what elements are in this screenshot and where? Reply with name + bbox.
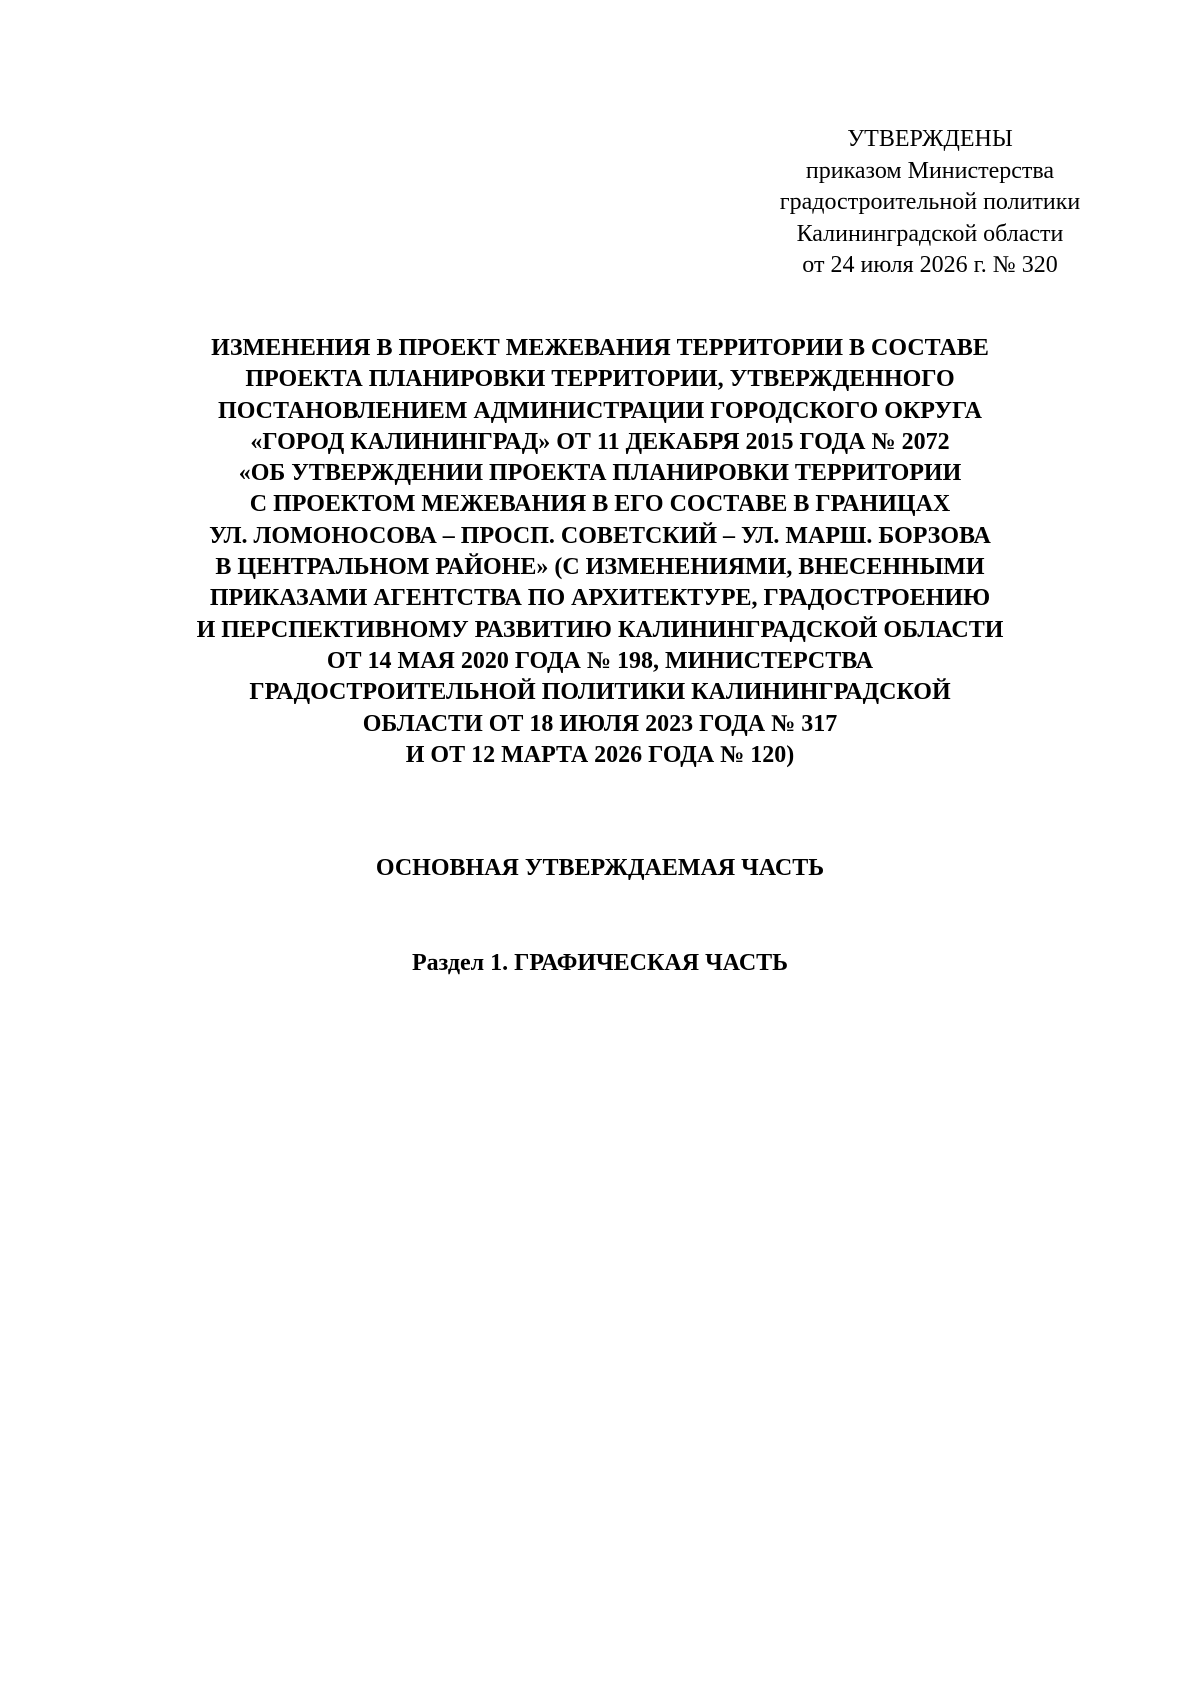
- title-line: «ГОРОД КАЛИНИНГРАД» ОТ 11 ДЕКАБРЯ 2015 ГОДА № 2072: [250, 428, 950, 455]
- title-line: ПРОЕКТА ПЛАНИРОВКИ ТЕРРИТОРИИ, УТВЕРЖДЕННОГО: [245, 366, 955, 393]
- title-line: ОБЛАСТИ ОТ 18 ИЮЛЯ 2023 ГОДА № 317: [362, 710, 838, 737]
- main-part-heading: ОСНОВНАЯ УТВЕРЖДАЕМАЯ ЧАСТЬ: [375, 855, 825, 881]
- title-line: И ПЕРСПЕКТИВНОМУ РАЗВИТИЮ КАЛИНИНГРАДСКОЙ ОБЛАСТИ: [196, 616, 1004, 643]
- title-line: ПОСТАНОВЛЕНИЕМ АДМИНИСТРАЦИИ ГОРОДСКОГО ОКРУГА: [218, 397, 982, 424]
- approval-line: приказом Министерства: [805, 157, 1055, 184]
- approval-line: УТВЕРЖДЕНЫ: [847, 126, 1013, 152]
- section-heading: Раздел 1. ГРАФИЧЕСКАЯ ЧАСТЬ: [411, 950, 789, 976]
- title-line: ПРИКАЗАМИ АГЕНТСТВА ПО АРХИТЕКТУРЕ, ГРАДОСТРОЕНИЮ: [209, 585, 991, 612]
- title-line: УЛ. ЛОМОНОСОВА – ПРОСП. СОВЕТСКИЙ – УЛ. МАРШ. БОРЗОВА: [209, 522, 991, 549]
- title-line: ОТ 14 МАЯ 2020 ГОДА № 198, МИНИСТЕРСТВА: [326, 647, 874, 674]
- title-line: ИЗМЕНЕНИЯ В ПРОЕКТ МЕЖЕВАНИЯ ТЕРРИТОРИИ В СОСТАВЕ: [211, 335, 989, 361]
- title-line: «ОБ УТВЕРЖДЕНИИ ПРОЕКТА ПЛАНИРОВКИ ТЕРРИТОРИИ: [238, 460, 962, 487]
- title-line: И ОТ 12 МАРТА 2026 ГОДА № 120): [405, 741, 795, 768]
- document-title: [130, 333, 1070, 771]
- approval-line: от 24 июля 2026 г. № 320: [802, 252, 1058, 278]
- approval-stamp: [760, 124, 1100, 282]
- title-line: В ЦЕНТРАЛЬНОМ РАЙОНЕ» (С ИЗМЕНЕНИЯМИ, ВНЕСЕННЫМИ: [215, 554, 985, 581]
- title-line: С ПРОЕКТОМ МЕЖЕВАНИЯ В ЕГО СОСТАВЕ В ГРАНИЦАХ: [249, 491, 951, 518]
- title-line: ГРАДОСТРОИТЕЛЬНОЙ ПОЛИТИКИ КАЛИНИНГРАДСКОЙ: [249, 679, 951, 706]
- approval-line: градостроительной политики: [779, 189, 1081, 215]
- approval-line: Калининградской области: [796, 220, 1064, 247]
